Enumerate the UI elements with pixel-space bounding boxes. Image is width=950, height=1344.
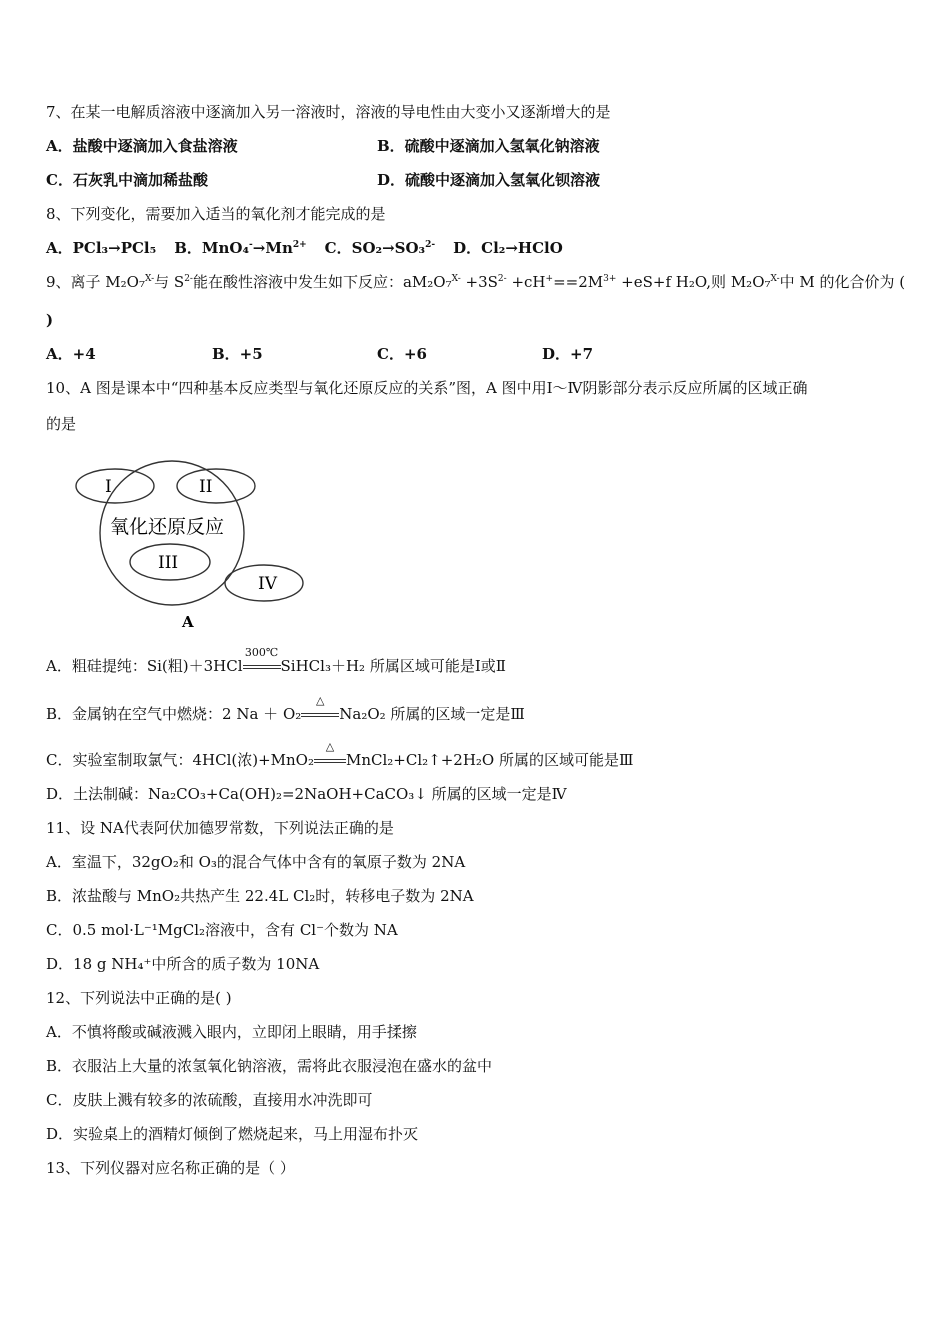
q9-option-c: C．+6 [377, 345, 427, 363]
q10-option-c-pre: C．实验室制取氯气：4HCl(浓)+MnO₂ [46, 751, 314, 769]
q9-stem-sup: + [545, 274, 554, 284]
q11-option-d: D．18 g NH₄⁺中所含的质子数为 10NA [46, 955, 320, 973]
q11-option-b: B．浓盐酸与 MnO₂共热产生 22.4L Cl₂时，转移电子数为 2NA [46, 887, 474, 905]
q12-option-d: D．实验桌上的酒精灯倾倒了燃烧起来，马上用湿布扑灭 [46, 1125, 419, 1143]
region-2-label: II [199, 477, 213, 497]
q10-option-b [46, 694, 525, 724]
q10-stem-line2: 的是 [46, 415, 77, 433]
region-3-label: III [158, 553, 179, 573]
reaction-condition-b: △ [316, 694, 325, 707]
q9-option-d: D．+7 [542, 345, 594, 363]
q8-option-a: PCl₃→PCl₅ [72, 239, 157, 257]
q9-stem-part: 能在酸性溶液中发生如下反应：aM₂O₇ [192, 273, 452, 291]
q8-options: A．PCl₃→PCl₅ B．$MnO_4^-\to Mn^{2+}$ C．SO₂→SO₃$^{2-}$ D．Cl₂→HClO [46, 239, 563, 257]
diagram-caption: A [182, 613, 194, 631]
q8-option-d-label: D． [453, 239, 482, 257]
q7-option-b: B．硫酸中逐滴加入氢氧化钠溶液 [377, 137, 600, 155]
reaction-arrow-c [314, 740, 346, 770]
equals-sign [301, 713, 339, 717]
q12-option-a: A．不慎将酸或碱液溅入眼内，立即闭上眼睛，用手揉擦 [46, 1023, 417, 1041]
q9-stem-part: +eS+f H₂O,则 M₂O₇ [616, 273, 771, 291]
q8-option-a-label: A． [46, 239, 73, 257]
region-2-ellipse [177, 469, 255, 503]
q12-stem: 12、下列说法中正确的是( ) [46, 989, 232, 1007]
q9-stem-part: +cH [506, 273, 546, 291]
q9-stem-part: 中 M 的化合价为 ( [779, 273, 906, 291]
region-1-label: I [105, 477, 112, 497]
q11-option-c: C．0.5 mol·L⁻¹MgCl₂溶液中，含有 Cl⁻个数为 NA [46, 921, 398, 939]
reaction-condition-c: △ [325, 740, 335, 753]
q10-stem-line1: 10、A 图是课本中“四种基本反应类型与氧化还原反应的关系”图，A 图中用Ⅰ～Ⅳ阴影部分表示反应所属的区域正确 [46, 379, 808, 397]
q9-stem [46, 272, 905, 292]
reaction-arrow-b [301, 694, 339, 724]
q10-option-d: D．土法制碱：Na₂CO₃+Ca(OH)₂=2NaOH+CaCO₃↓ 所属的区域一定是Ⅳ [46, 785, 567, 803]
reaction-arrow-a [243, 646, 281, 676]
q9-stem-sup: X- [770, 274, 780, 284]
q10-option-b-pre: B．金属钠在空气中燃烧：2 Na ＋ O₂ [46, 705, 302, 723]
q9-stem-sup: 2- [497, 274, 507, 284]
region-4-label: IV [258, 574, 277, 594]
q8-option-b-label: B． [174, 239, 202, 257]
q8-stem: 8、下列变化，需要加入适当的氧化剂才能完成的是 [46, 205, 386, 223]
q9-stem-part: 9、离子 M₂O₇ [46, 273, 145, 291]
q12-option-c: C．皮肤上溅有较多的浓硫酸，直接用水冲洗即可 [46, 1091, 373, 1109]
q8-option-d: Cl₂→HClO [481, 239, 563, 257]
q9-option-b: B．+5 [212, 345, 263, 363]
q13-stem: 13、下列仪器对应名称正确的是（ ） [46, 1159, 295, 1177]
q9-stem-part: +3S [460, 273, 498, 291]
q10-option-a [46, 646, 506, 676]
redox-label: 氧化还原反应 [110, 516, 225, 538]
equals-sign [314, 759, 346, 763]
reaction-condition-a: 300℃ [244, 646, 279, 659]
q11-option-a: A．室温下，32gO₂和 O₃的混合气体中含有的氧原子数为 2NA [46, 853, 466, 871]
q10-option-c-post: MnCl₂+Cl₂↑+2H₂O 所属的区域可能是Ⅲ [345, 751, 634, 769]
q10-option-c [46, 740, 634, 770]
q8-option-c-pre: SO₂→SO₃ [351, 239, 426, 257]
q10-option-a-pre: A．粗硅提纯：Si(粗)＋3HCl [46, 657, 243, 675]
q7-option-d: D．硫酸中逐滴加入氢氧化钡溶液 [377, 171, 601, 189]
q8-option-b-sup1: - [249, 240, 253, 250]
q9-stem-part: 与 S [154, 273, 185, 291]
q10-option-a-post: SiHCl₃＋H₂ 所属区域可能是Ⅰ或Ⅱ [280, 657, 506, 675]
q9-stem-sup: 2- [184, 274, 193, 284]
q9-option-a: A．+4 [46, 345, 96, 363]
q10-option-b-post: Na₂O₂ 所属的区域一定是Ⅲ [339, 705, 525, 723]
q8-option-b-mid: →Mn [252, 239, 293, 257]
q7-option-a: A．盐酸中逐滴加入食盐溶液 [46, 137, 238, 155]
q10-diagram [70, 455, 310, 635]
q12-option-b: B．衣服沾上大量的浓氢氧化钠溶液，需将此衣服浸泡在盛水的盆中 [46, 1057, 493, 1075]
q8-option-c-label: C． [324, 239, 352, 257]
q7-stem: 7、在某一电解质溶液中逐滴加入另一溶液时，溶液的导电性由大变小又逐渐增大的是 [46, 103, 611, 121]
q8-option-b-pre: MnO₄ [201, 239, 250, 257]
q9-stem-sup: 3+ [603, 274, 617, 284]
q9-stem-end: ) [46, 311, 54, 329]
q9-stem-part: ==2M [553, 273, 604, 291]
q9-stem-sup: X- [145, 274, 155, 284]
equals-sign [243, 665, 281, 669]
q9-stem-sup: X- [451, 274, 461, 284]
region-1-ellipse [76, 469, 154, 503]
q11-stem: 11、设 NA代表阿伏加德罗常数，下列说法正确的是 [46, 819, 394, 837]
q7-option-c: C．石灰乳中滴加稀盐酸 [46, 171, 208, 189]
